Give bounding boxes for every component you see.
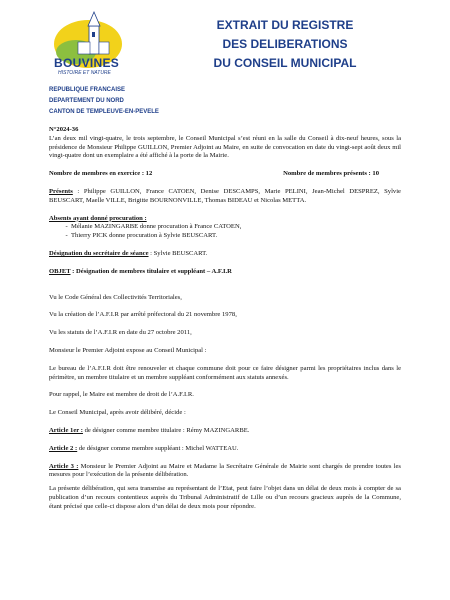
expose-paragraph: Monsieur le Premier Adjoint expose au Conseil Municipal : (49, 346, 207, 354)
members-present: Nombre de membres présents : 10 (283, 170, 379, 178)
logo-name: BOUVINES (54, 56, 120, 70)
absent-item: - Mélanie MAZINGARBE donne procuration à France CATOEN, (71, 223, 401, 232)
title-line-1: EXTRAIT DU REGISTRE (216, 18, 354, 32)
vu-statuts: Vu les statuts de l’A.F.I.R en date du 27 octobre 2011, (49, 329, 192, 337)
presents-list: : Philippe GUILLON, France CATOEN, Denise DESCAMPS, Marie PELINI, Jean-Michel DESPREZ, Sylvie BEUSCART, Maelle VILLE, Brigitte BOURNONVILLE, Thomas BIDEAU et Nicolas METTA. (49, 187, 401, 204)
admin-line-departement: DEPARTEMENT DU NORD (49, 98, 124, 104)
absents-list (49, 223, 401, 241)
vu-creation: Vu la création de l’A.F.I.R par arrêté préfectoral du 21 novembre 1978, (49, 311, 237, 319)
document-title (190, 16, 380, 73)
decide-paragraph: Le Conseil Municipal, après avoir délibéré, décide : (49, 409, 186, 417)
admin-line-canton: CANTON DE TEMPLEUVE-EN-PEVELE (49, 109, 159, 115)
bureau-paragraph: Le bureau de l’A.F.I.R doit être renouveler et chaque commune doit pour ce faire désigner parmi les propriétaires inclus dans le périmètre, un membre titulaire et un membre suppléant conformément aux statuts annexés. (49, 364, 401, 381)
article-1 (49, 427, 401, 436)
rappel-paragraph: Pour rappel, le Maire est membre de droit de l’A.F.I.R. (49, 391, 194, 399)
presents-label: Présents (49, 187, 73, 195)
absent-item: - Thierry PICK donne procuration à Sylvie BEUSCART. (71, 232, 401, 241)
members-count-row (49, 170, 401, 179)
article-3 (49, 463, 401, 481)
article-2 (49, 445, 401, 454)
deliberation-number: N°2024-36 (49, 126, 79, 133)
absents-label: Absents ayant donné procuration : (49, 214, 147, 222)
secretary-paragraph (49, 250, 401, 259)
article-3-text: Monsieur le Premier Adjoint au Maire et Madame la Secrétaire Générale de Mairie sont chargés de prendre toutes les mesures pour l’exécution de la présente délibération. (49, 462, 401, 479)
article-2-text: de désigner comme membre suppléant : Michel WATTEAU. (77, 444, 239, 452)
vu-cgct: Vu le Code Général des Collectivités Territoriales, (49, 293, 182, 301)
logo-tagline: HISTOIRE ET NATURE (58, 70, 111, 76)
secretary-name: : Sylvie BEUSCART. (148, 249, 208, 257)
objet-text: : Désignation de membres titulaire et suppléant – A.F.I.R (70, 267, 232, 275)
deliberation-body (49, 126, 401, 512)
secretary-label: Désignation du secrétaire de séance (49, 249, 149, 257)
title-line-3: DU CONSEIL MUNICIPAL (213, 56, 357, 70)
logo-text (54, 56, 119, 76)
article-1-label: Article 1er : (49, 426, 83, 434)
members-in-office: Nombre de membres en exercice : 12 (49, 170, 153, 178)
admin-line-republique: REPUBLIQUE FRANCAISE (49, 87, 126, 93)
article-2-label: Article 2 : (49, 444, 78, 452)
presents-paragraph (49, 188, 401, 206)
objet-paragraph (49, 268, 401, 277)
title-line-2: DES DELIBERATIONS (222, 37, 348, 51)
objet-label: OBJET (49, 267, 71, 275)
intro-paragraph: L’an deux mil vingt-quatre, le trois septembre, le Conseil Municipal s’est réuni en la salle du Conseil à dix-neuf heures, sous la présidence de Monsieur Philippe GUILLON, Premier Adjoint au Maire, en suite de convocation en date du vingt-sept août deux mil vingt-quatre dont un exemplaire a été affiché à la porte de la Mairie. (49, 134, 401, 160)
article-1-text: de désigner comme membre titulaire : Rémy MAZINGARBE. (82, 426, 250, 434)
article-3-label: Article 3 : (49, 462, 79, 470)
final-paragraph: La présente délibération, qui sera transmise au représentant de l’Etat, peut faire l’objet dans un délai de deux mois à compter de sa publication d’un recours contentieux auprès du Tribunal Administratif de Lille ou d’un recours gracieux auprès de la Commune, étant précisé que celle-ci dispose alors d’un délai de deux mois pour répondre. (49, 485, 401, 510)
administrative-header (49, 85, 159, 118)
